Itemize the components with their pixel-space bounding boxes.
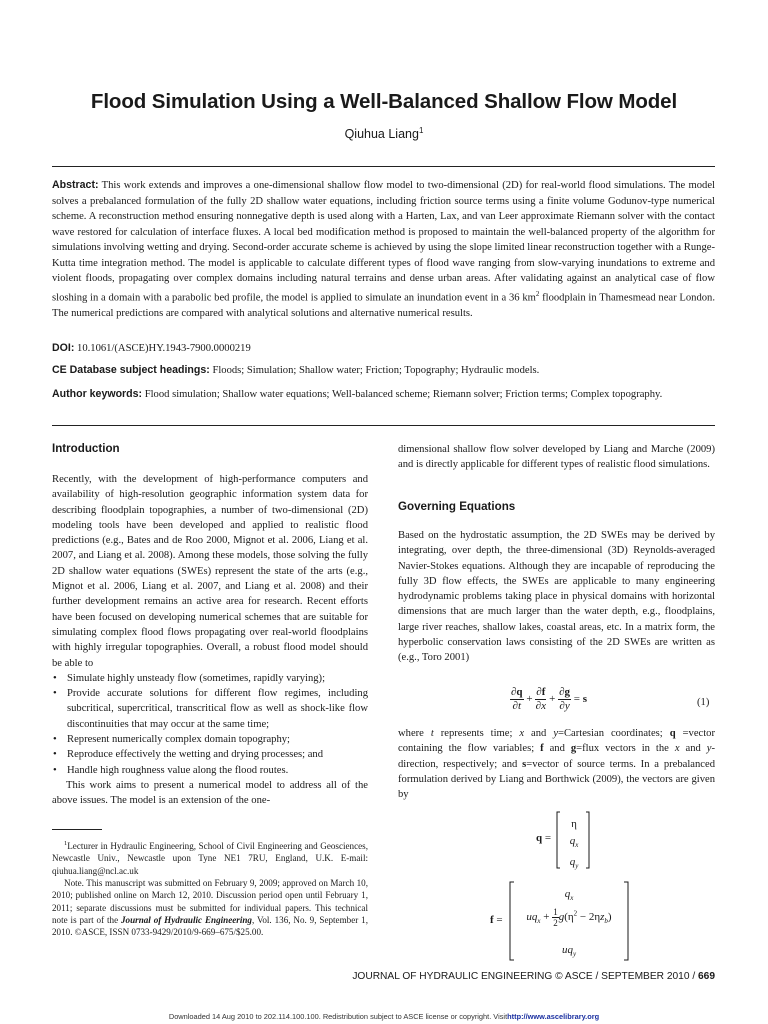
abstract <box>52 178 715 321</box>
author-line <box>0 126 768 141</box>
top-rule <box>52 166 715 167</box>
subject-headings <box>52 363 715 379</box>
footnote-affiliation-text: Lecturer in Hydraulic Engineering, School of Civil Engineering and Geosciences, Newcastle Univ., Newcastle upon Tyne NE1 7RU, England, U.K. E-mail: qiuhua.liang@ncl.ac.uk <box>52 841 368 876</box>
intro-continuation: dimensional shallow flow solver developed by Liang and Marche (2009) and is directly applicable for different types of realistic flood simulations. <box>398 444 715 471</box>
introduction-body <box>52 472 368 809</box>
governing-equations-paragraph: Based on the hydrostatic assumption, the 2D SWEs may be derived by integrating, over depth, the three-dimensional (3D) Reynolds-averaged Navier-Stokes equations. Although they are incapable of reproducing the fully 3D flow effects, the SWEs are applicable to many engineering hydrodynamic problems taking place in physical domains with horizontal dimensions that are much larger than the water depth, e.g., floodplains, large river reaches, shallow lakes, coastal areas, etc. In a matrix form, the hyperbolic conservation laws consisting of the 2D SWEs are written as (e.g., Toro 2001) <box>398 530 715 664</box>
eq1-term-g: $\frac{\partial g}{\partial y}$ <box>559 686 571 712</box>
author-name: Qiuhua Liang <box>344 127 419 142</box>
eq1-term-f: $\frac{\partial f}{\partial x}$ <box>535 686 546 712</box>
page-number: 669 <box>698 971 715 982</box>
introduction-paragraph-1: Recently, with the development of high-performance computers and availability of high-resolution geographic information system data for describing floodplain topographies, a number of two-dimensional (2D) modeling tools have been developed and applied to realistic flood predictions (e.g., Bates and de Roo 2000, Mignot et al. 2006, Liang et al. 2007, and Liang et al. 2008). Among these models, those solving the fully 2D shallow water equations (SWEs) represent the state of the arts (e.g., Mignot et al. 2006, Liang et al. 2007, and Liang et al. 2008) and their further development remains an active area for research. Recent efforts have been focused on developing numerical schemes that are suitable for simulating complex flood flows propagating over real-world floodplains with highly irregular topographies. Overall, a robust flood model should be able to <box>52 474 368 669</box>
footnote-note-text: Note. This manuscript was submitted on February 9, 2009; approved on March 10, 2010; published online on March 12, 2010. Discussion period open until February 1, 2011; separate discussions must be submitted for individual papers. This technical note is part of the <box>52 877 368 925</box>
f-vector-equation: f = $q_x$ $uq_x$ + $\frac{1}{2}$ $g(\eta^2 - 2\eta z_b)$ $uq_y$ <box>490 880 660 962</box>
abstract-sup: 2 <box>535 289 540 298</box>
abstract-text-end: floodplain in Thamesmead near London. The numerical predictions are compared with analytical solutions and alternative numerical results. <box>52 292 715 319</box>
abstract-bottom-rule <box>52 425 715 426</box>
journal-footer <box>352 971 715 982</box>
abstract-text: This work extends and improves a one-dimensional shallow flow model to two-dimensional (2D) for real-world flood simulations. The model solves a prebalanced formulation of the fully 2D shallow water equations, including friction source terms using a finite volume Godunov-type numerical scheme. A reconstruction method ensuring nonnegative depth is used along with a Harten, Lax, and van Leer approximate Riemann solver with the contact wave restored for calculation of interface fluxes. A local bed modification method is proposed to maintain the well-balanced property of the algorithm for simulations involving wetting and drying. Second-order accurate scheme is achieved by using the slope limited linear reconstruction together with a Runge-Kutta time integration method. The model is applicable to calculate different types of flood wave ranging from slow-varying inundations to extreme and violent floods, propagating over complex domains including natural terrains and dense urban areas. After validating against an analytical case of flow sloshing in a domain with a parabolic bed profile, the model is applied to simulate an inundation event in a 36 km <box>52 180 715 304</box>
download-notice <box>0 1012 768 1021</box>
author-affiliation-marker: 1 <box>418 126 424 135</box>
introduction-heading: Introduction <box>52 442 120 455</box>
governing-equations-heading: Governing Equations <box>398 500 516 513</box>
f-vector-entry-1: $q_x$ <box>564 888 574 903</box>
ascelibrary-link[interactable]: http://www.ascelibrary.org <box>507 1012 600 1021</box>
list-item: • Simulate highly unsteady flow (sometimes, rapidly varying); <box>52 671 368 686</box>
download-notice-text: Downloaded 14 Aug 2010 to 202.114.100.100. Redistribution subject to ASCE license or copyright. Visit <box>168 1012 508 1021</box>
list-item: • Provide accurate solutions for different flow regimes, including subcritical, supercritical, transcritical flow as well as shock-like flow discontinuities that may occur at the same time; <box>52 686 368 732</box>
footnote-marker: 1 <box>64 840 68 847</box>
author-keywords-value: Flood simulation; Shallow water equations; Well-balanced scheme; Riemann solver; Friction terms; Complex topography. <box>144 389 663 400</box>
f-vector-entry-3: $uq_y$ <box>561 944 577 959</box>
list-item: • Represent numerically complex domain topography; <box>52 732 368 747</box>
subject-headings-value: Floods; Simulation; Shallow water; Friction; Topography; Hydraulic models. <box>212 365 540 376</box>
q-vector-entries: η $q_x$ $q_y$ <box>569 818 579 871</box>
footnote-note <box>52 877 368 938</box>
footnote-affiliation <box>52 838 368 877</box>
abstract-label: Abstract: <box>52 179 99 191</box>
f-vector-entry-2: $uq_x$ + $\frac{1}{2}$ $g(\eta^2 - 2\eta z_b)$ <box>526 907 612 928</box>
equation-1: $\frac{\partial q}{\partial t}$ + $\frac{\partial f}{\partial x}$ + $\frac{\partial g}{\partial y}$ = s <box>511 686 588 712</box>
eq1-term-q: $\frac{\partial q}{\partial t}$ <box>511 686 523 712</box>
author-keywords-label: Author keywords: <box>52 388 143 400</box>
footnotes <box>52 838 368 938</box>
where-paragraph: where t represents time; x and y=Cartesian coordinates; q =vector containing the flow variables; f and g=flux vectors in the x and y-direction, respectively; and s=vector of source terms. In a prebalanced formulation derived by Liang and Borthwick (2009), the vectors are given by <box>398 728 716 801</box>
paper-title: Flood Simulation Using a Well-Balanced Shallow Flow Model <box>90 90 678 113</box>
list-item: • Reproduce effectively the wetting and drying processes; and <box>52 747 368 762</box>
subject-headings-label: CE Database subject headings: <box>52 364 210 376</box>
equation-1-number: (1) <box>697 697 710 708</box>
doi-value[interactable]: 10.1061/(ASCE)HY.1943-7900.0000219 <box>77 343 251 354</box>
list-item: • Handle high roughness value along the flood routes. <box>52 763 368 778</box>
doi-line <box>52 341 715 357</box>
journal-name: Journal of Hydraulic Engineering <box>121 914 252 925</box>
journal-footer-text: JOURNAL OF HYDRAULIC ENGINEERING © ASCE / SEPTEMBER 2010 / <box>352 971 698 982</box>
footnote-rule <box>52 829 102 830</box>
requirements-list <box>52 671 368 778</box>
q-vector-equation: q = η $q_x$ $q_y$ <box>536 810 596 870</box>
doi-label: DOI: <box>52 342 75 354</box>
footnote-note-end: , Vol. 136, No. 9, September 1, 2010. ©ASCE, ISSN 0733-9429/2010/9-669–675/$25.00. <box>52 914 368 938</box>
author-keywords <box>52 387 715 403</box>
introduction-paragraph-2: This work aims to present a numerical model to address all of the above issues. The model is an extension of the one- <box>52 779 368 807</box>
